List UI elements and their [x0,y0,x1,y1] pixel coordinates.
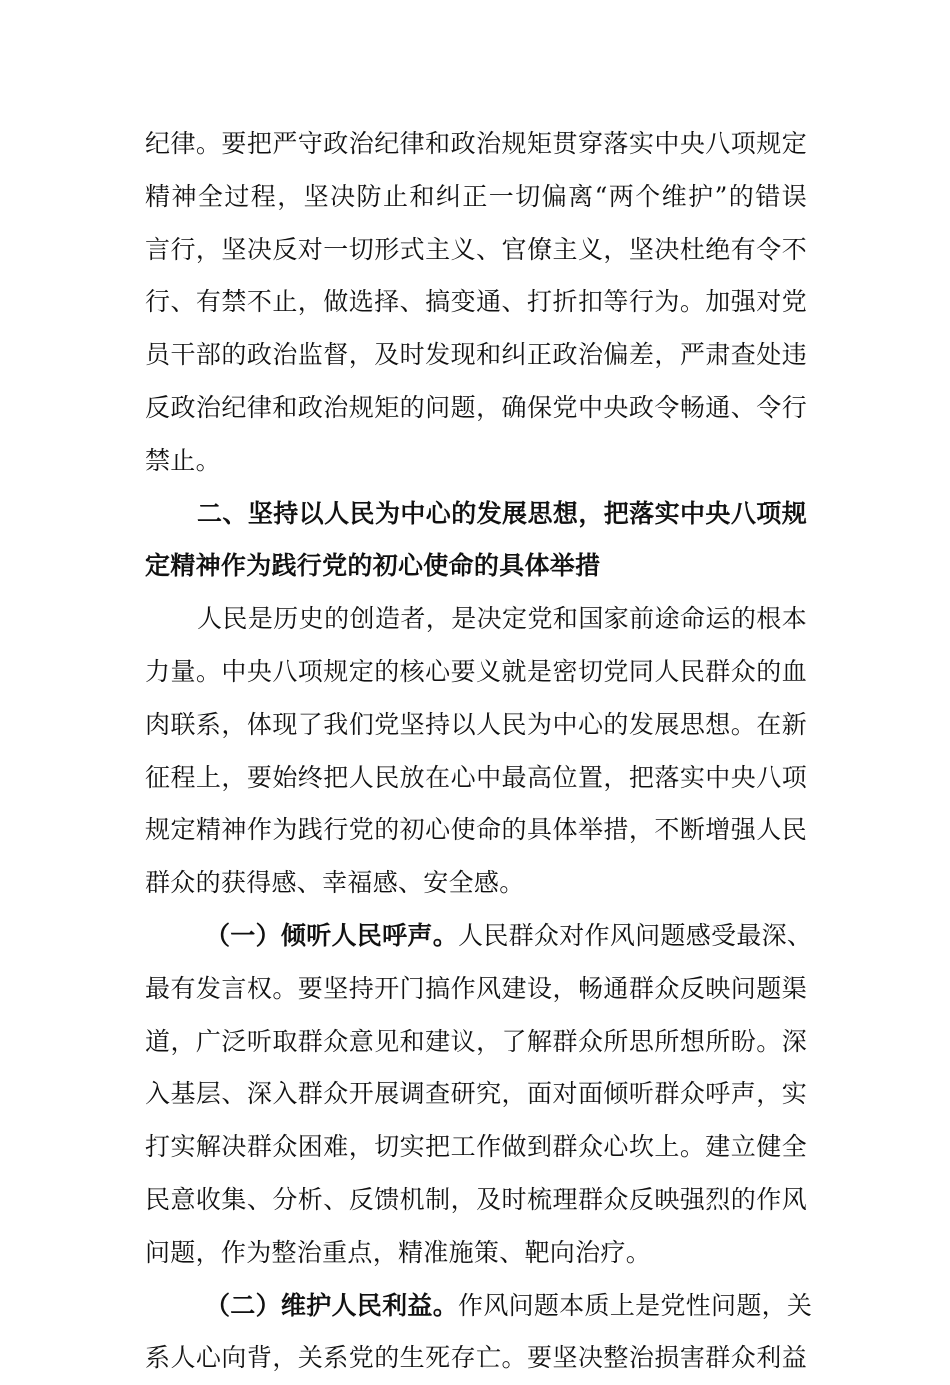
text-line: 民意收集、分析、反馈机制，及时梳理群众反映强烈的作风 [145,1184,807,1214]
text-line: 打实解决群众困难，切实把工作做到群众心坎上。建立健全 [145,1132,807,1162]
text-line: 纪律。要把严守政治纪律和政治规矩贯穿落实中央八项规定 [145,129,807,158]
text-line [145,1280,813,1333]
text-line: 规定精神作为践行党的初心使命的具体举措，不断增强人民 [145,815,807,845]
text-line: 问题，作为整治重点，精准施策、靶向治疗。 [145,1237,652,1267]
paragraph-protect-interests [145,1280,813,1385]
section-heading-2 [145,488,807,594]
text-span: 作风问题本质上是党性问题，关 [458,1290,813,1320]
text-line: 言行，坚决反对一切形式主义、官僚主义，坚决杜绝有令不 [145,234,807,264]
paragraph-people-centered [145,593,807,910]
text-line: 力量。中央八项规定的核心要义就是密切党同人民群众的血 [145,656,807,686]
text-line: 群众的获得感、幸福感、安全感。 [145,868,525,898]
heading-line: 二、坚持以人民为中心的发展思想，把落实中央八项规 [197,498,807,528]
text-span: 人民群众对作风问题感受最深、 [458,920,813,950]
subsection-lead: （一）倾听人民呼声。 [205,920,459,950]
text-line [145,910,813,963]
paragraph-discipline [145,118,807,488]
text-line: 人民是历史的创造者，是决定党和国家前途命运的根本 [197,604,807,634]
text-line: 肉联系，体现了我们党坚持以人民为中心的发展思想。在新 [145,709,807,739]
text-line: 入基层、深入群众开展调查研究，面对面倾听群众呼声，实 [145,1079,807,1109]
text-line: 禁止。 [145,445,221,475]
heading-line: 定精神作为践行党的初心使命的具体举措 [145,551,601,581]
text-line: 道，广泛听取群众意见和建议，了解群众所思所想所盼。深 [145,1026,807,1056]
text-line: 员干部的政治监督，及时发现和纠正政治偏差，严肃查处违 [145,340,807,370]
paragraph-listen-to-people [145,910,813,1280]
text-line: 征程上，要始终把人民放在心中最高位置，把落实中央八项 [145,762,807,792]
text-line: 精神全过程，坚决防止和纠正一切偏离“两个维护”的错误 [145,181,807,211]
text-line: 行、有禁不止，做选择、搞变通、打折扣等行为。加强对党 [145,287,807,317]
text-line: 最有发言权。要坚持开门搞作风建设，畅通群众反映问题渠 [145,973,807,1003]
document-page [145,118,813,1385]
subsection-lead: （二）维护人民利益。 [205,1290,459,1320]
text-line: 反政治纪律和政治规矩的问题，确保党中央政令畅通、令行 [145,392,807,422]
text-line: 系人心向背，关系党的生死存亡。要坚决整治损害群众利益 [145,1343,807,1373]
